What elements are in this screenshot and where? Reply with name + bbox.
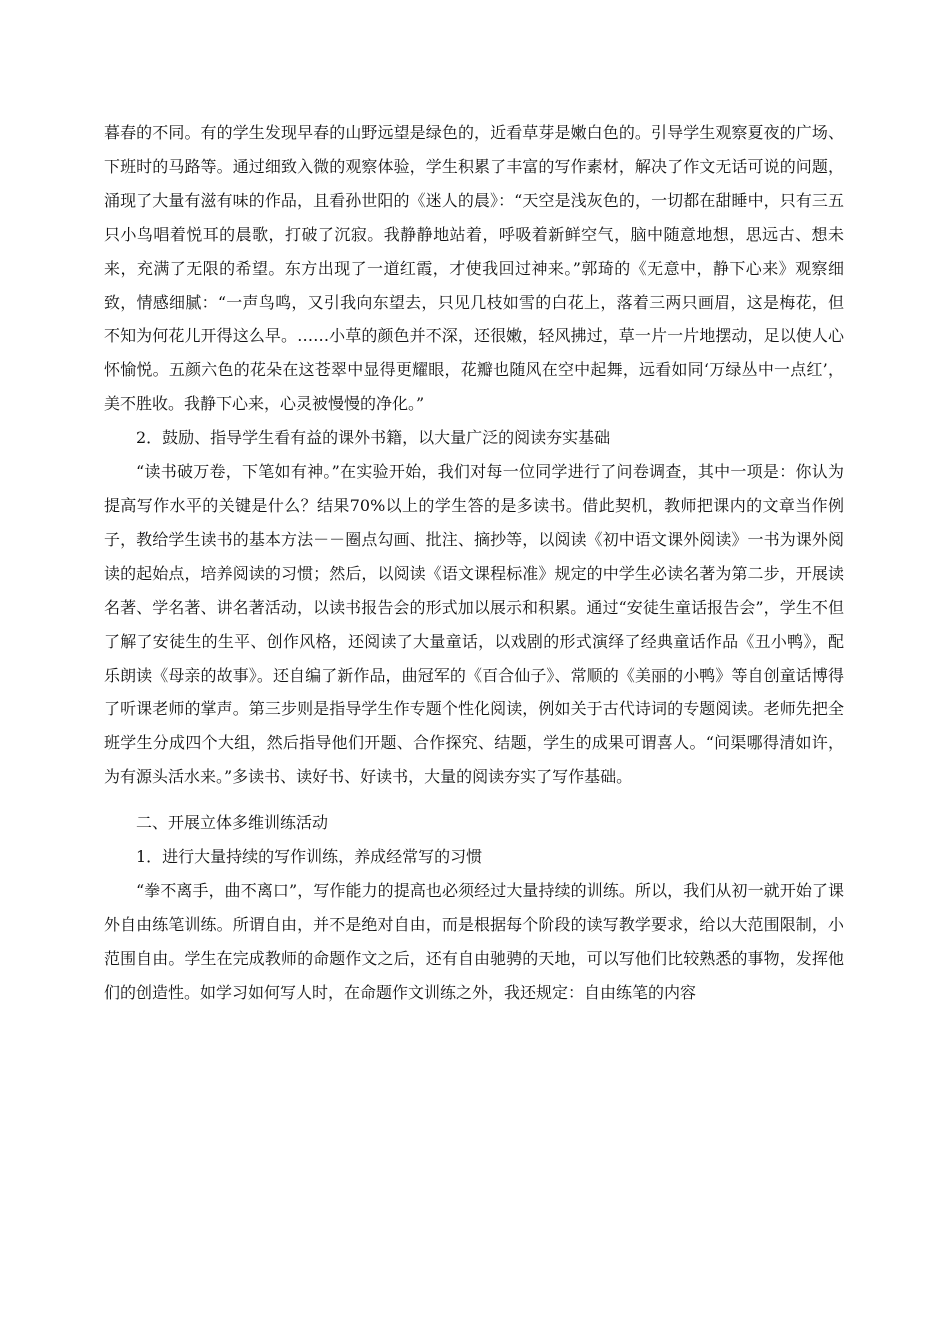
paragraph-free-writing: “拳不离手，曲不离口”，写作能力的提高也必须经过大量持续的训练。所以，我们从初一就开始了课外自由练笔训练。所谓自由，并不是绝对自由，而是根据每个阶段的读写教学要求，给以大范围限制，小范围自由。学生在完成教师的命题作文之后，还有自由驰骋的天地，可以写他们比较熟悉的事物，发挥他们的创造性。如学习如何写人时，在命题作文训练之外，我还规定：自由练笔的内容	[104, 880, 844, 1002]
body-text	[104, 116, 844, 1010]
paragraph-reading-practice: “读书破万卷，下笔如有神。”在实验开始，我们对每一位同学进行了问卷调查，其中一项是：你认为提高写作水平的关键是什么？结果70%以上的学生答的是多读书。借此契机，教师把课内的文章当作例子，教给学生读书的基本方法－－圈点勾画、批注、摘抄等，以阅读《初中语文课外阅读》一书为课外阅读的起始点，培养阅读的习惯；然后，以阅读《语文课程标准》规定的中学生必读名著为第二步，开展读名著、学名著、讲名著活动，以读书报告会的形式加以展示和积累。通过“安徒生童话报告会”，学生不但了解了安徒生的生平、创作风格，还阅读了大量童话，以戏剧的形式演绎了经典童话作品《丑小鸭》，配乐朗读《母亲的故事》。还自编了新作品，曲冠军的《百合仙子》、常顺的《美丽的小鸭》等自创童话博得了听课老师的掌声。第三步则是指导学生作专题个性化阅读，例如关于古代诗词的专题阅读。老师先把全班学生分成四个大组，然后指导他们开题、合作探究、结题，学生的成果可谓喜人。“问渠哪得清如许，为有源头活水来。”多读书、读好书、好读书，大量的阅读夯实了写作基础。	[104, 462, 844, 787]
subheading-writing-training: 1．进行大量持续的写作训练，养成经常写的习惯	[136, 847, 483, 867]
subheading-reading-guidance: 2．鼓励、指导学生看有益的课外书籍，以大量广泛的阅读夯实基础	[136, 428, 611, 448]
paragraph-observation-examples: 暮春的不同。有的学生发现早春的山野远望是绿色的，近看草芽是嫩白色的。引导学生观察夏夜的广场、下班时的马路等。通过细致入微的观察体验，学生积累了丰富的写作素材，解决了作文无话可说的问题，涌现了大量有滋有味的作品，且看孙世阳的《迷人的晨》：“天空是浅灰色的，一切都在甜睡中，只有三五只小鸟唱着悦耳的晨歌，打破了沉寂。我静静地站着，呼吸着新鲜空气，脑中随意地想，思远古、想未来，充满了无限的希望。东方出现了一道红霞，才使我回过神来。”郭琦的《无意中，静下心来》观察细致，情感细腻：“一声鸟鸣，又引我向东望去，只见几枝如雪的白花上，落着三两只画眉，这是梅花，但不知为何花儿开得这么早。……小草的颜色并不深，还很嫩，轻风拂过，草一片一片地摆动，足以使人心怀愉悦。五颜六色的花朵在这苍翠中显得更耀眼，花瓣也随风在空中起舞，远看如同‘万绿丛中一点红’，美不胜收。我静下心来，心灵被慢慢的净化。”	[104, 123, 844, 414]
section-heading-training: 二、开展立体多维训练活动	[136, 813, 329, 833]
